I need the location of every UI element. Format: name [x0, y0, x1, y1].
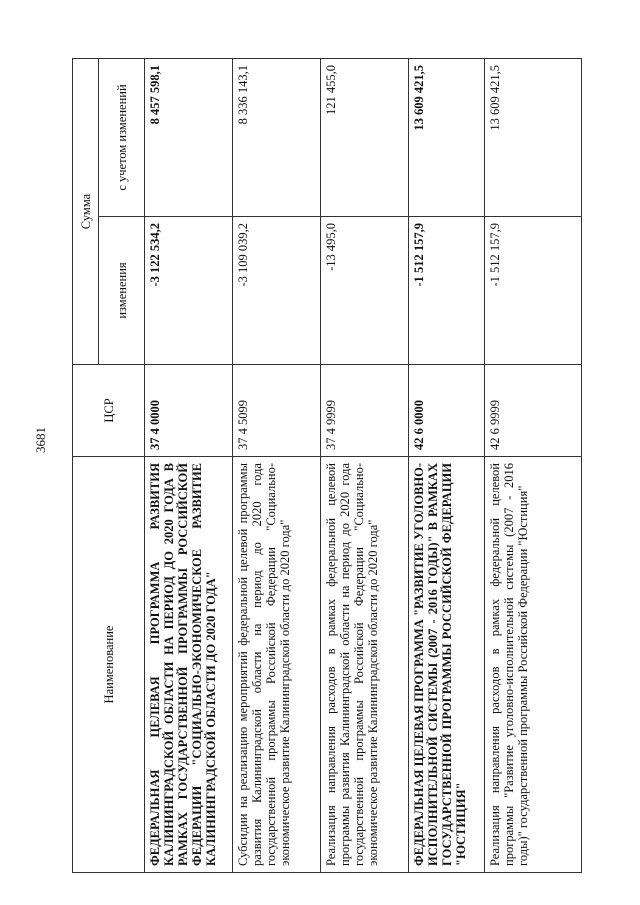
row-change: -3 122 534,2 [145, 217, 233, 365]
row-name: ФЕДЕРАЛЬНАЯ ЦЕЛЕВАЯ ПРОГРАММА "РАЗВИТИЕ УГОЛОВНО-ИСПОЛНИТЕЛЬНОЙ СИСТЕМЫ (2007 - 2016 ГОДЫ)" В РАМКАХ ГОСУДАРСТВЕННОЙ ПРОГРАММЫ РОССИЙСКОЙ ФЕДЕРАЦИИ "ЮСТИЦИЯ" [409, 457, 485, 873]
row-name: Реализация направления расходов в рамках федеральной целевой программы развития Калининградской области на период до 2020 года государственной программы Российской Федерации "Социально-экономическое развитие Калининградской области до 2020 года" [321, 457, 409, 873]
table-row [485, 59, 582, 873]
row-total: 8 336 143,1 [233, 59, 321, 217]
header-csr: ЦСР [73, 365, 145, 457]
header-sum: Сумма [73, 59, 99, 365]
budget-table [72, 58, 582, 873]
table-row-program-justice [409, 59, 485, 873]
row-change: -1 512 157,9 [485, 217, 582, 365]
row-csr: 37 4 5099 [233, 365, 321, 457]
row-total: 8 457 598,1 [145, 59, 233, 217]
row-total: 121 455,0 [321, 59, 409, 217]
header-name: Наименование [73, 457, 145, 873]
table-row [233, 59, 321, 873]
row-name: ФЕДЕРАЛЬНАЯ ЦЕЛЕВАЯ ПРОГРАММА РАЗВИТИЯ КАЛИНИНГРАДСКОЙ ОБЛАСТИ НА ПЕРИОД ДО 2020 ГОДА В РАМКАХ ГОСУДАРСТВЕННОЙ ПРОГРАММЫ РОССИЙСКОЙ ФЕДЕРАЦИИ "СОЦИАЛЬНО-ЭКОНОМИЧЕСКОЕ РАЗВИТИЕ КАЛИНИНГРАДСКОЙ ОБЛАСТИ ДО 2020 ГОДА" [145, 457, 233, 873]
header-total: с учетом изменений [99, 59, 145, 217]
table-row-program-kaliningrad [145, 59, 233, 873]
row-change: -3 109 039,2 [233, 217, 321, 365]
row-csr: 42 6 9999 [485, 365, 582, 457]
row-name: Реализация направления расходов в рамках федеральной целевой программы "Развитие уголовно-исполнительной системы (2007 - 2016 годы)" государственной программы Российской Федерации "Юстиция" [485, 457, 582, 873]
rotated-table-container [72, 59, 582, 873]
page-number: 3681 [33, 427, 48, 453]
header-row-top [73, 59, 99, 873]
row-total: 13 609 421,5 [409, 59, 485, 217]
row-total: 13 609 421,5 [485, 59, 582, 217]
row-change: -1 512 157,9 [409, 217, 485, 365]
header-change: изменения [99, 217, 145, 365]
table-row [321, 59, 409, 873]
row-csr: 42 6 0000 [409, 365, 485, 457]
row-name: Субсидии на реализацию мероприятий федеральной целевой программы развития Калининградской области на период до 2020 года государственной программы Российской Федерации "Социально-экономическое развитие Калининградской области до 2020 года" [233, 457, 321, 873]
row-csr: 37 4 0000 [145, 365, 233, 457]
row-csr: 37 4 9999 [321, 365, 409, 457]
row-change: -13 495,0 [321, 217, 409, 365]
